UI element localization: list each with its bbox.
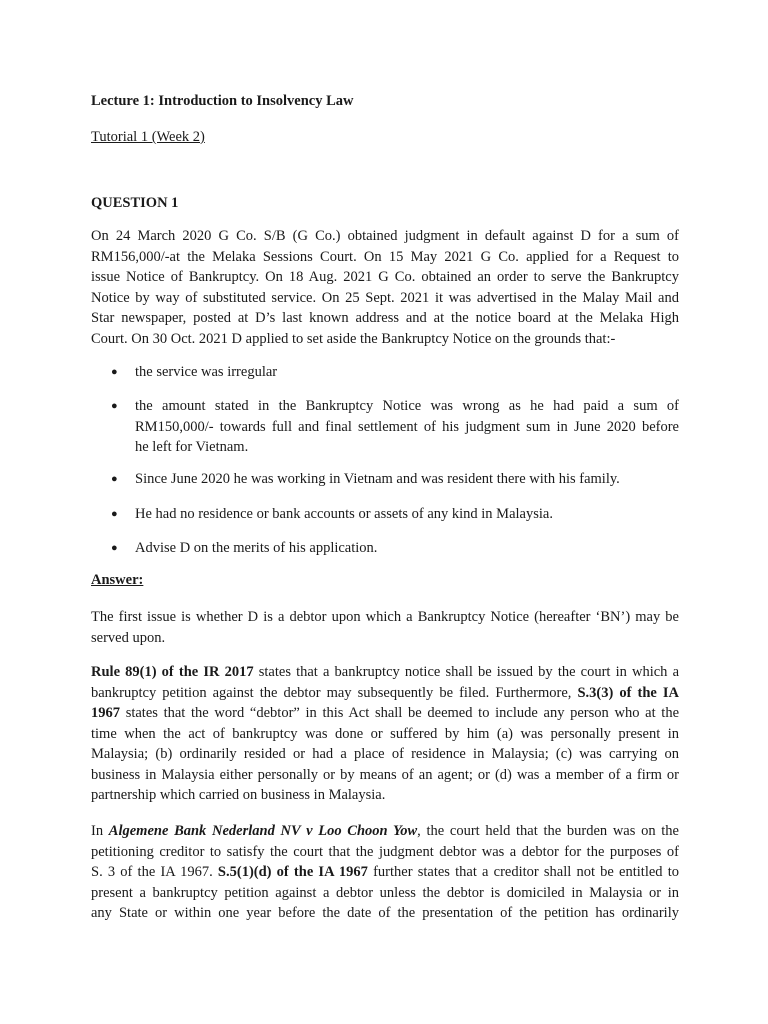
text-line: present a bankruptcy petition against a debtor unless the debtor is domiciled in Malaysia or in: [91, 884, 679, 901]
text-line: Since June 2020 he was working in Vietnam and was resident there with his family.: [135, 471, 620, 487]
text-run: , the court held that the burden was on the: [417, 823, 679, 839]
text-line: Star newspaper, posted at D’s last known address and at the notice board at the Melaka High: [91, 310, 679, 326]
statute-reference: Rule 89(1) of the IR 2017: [91, 664, 254, 680]
text-run: S. 3 of the IA 1967.: [91, 864, 218, 880]
bullet-icon: ●: [111, 473, 118, 485]
text-line: any State or within one year before the date of the presentation of the petition has ordinarily: [91, 905, 679, 921]
bullet-icon: ●: [111, 508, 118, 520]
text-line: petitioning creditor to satisfy the court that the judgment debtor was a debtor for the purposes of: [91, 843, 679, 860]
answer-paragraph-3: [91, 821, 679, 924]
text-line: Court. On 30 Oct. 2021 D applied to set aside the Bankruptcy Notice on the grounds that:-: [91, 330, 616, 347]
text-line: Notice by way of substituted service. On 25 Sept. 2021 it was advertised in the Malay Mail and: [91, 289, 679, 306]
text-run: states that the word “debtor” in this Act shall be deemed to include any person who at the: [120, 705, 679, 721]
text-line: On 24 March 2020 G Co. S/B (G Co.) obtained judgment in default against D for a sum of: [91, 228, 679, 244]
case-name: Algemene Bank Nederland NV v Loo Choon Yow: [108, 823, 418, 839]
text-run: bankruptcy petition against the debtor may subsequently be filed. Furthermore,: [91, 684, 578, 701]
text-run: further states that a creditor shall not be entitled to: [367, 864, 679, 880]
text-line: served upon.: [91, 629, 166, 646]
text-line: [91, 821, 679, 842]
text-line: Malaysia; (b) ordinarily resided or had a place of residence in Malaysia; (c) was carrying on: [91, 746, 679, 762]
answer-heading: Answer:: [91, 572, 144, 588]
text-line: Advise D on the merits of his application.: [135, 540, 378, 556]
text-line: he left for Vietnam.: [135, 439, 249, 455]
text-line: the service was irregular: [135, 364, 278, 380]
text-line: RM150,000/- towards full and final settlement of his judgment sum in June 2020 before: [135, 418, 679, 435]
text-line: time when the act of bankruptcy was done or suffered by him (a) was personally present in: [91, 725, 679, 742]
text-run: In: [91, 823, 109, 839]
tutorial-heading: Tutorial 1 (Week 2): [91, 129, 205, 145]
text-line: [91, 703, 679, 724]
text-run: states that a bankruptcy notice shall be issued by the court in which a: [253, 664, 680, 680]
question-paragraph: [91, 226, 679, 349]
bullet-icon: ●: [111, 366, 118, 378]
text-line: He had no residence or bank accounts or assets of any kind in Malaysia.: [135, 506, 553, 522]
answer-paragraph-1: [91, 607, 679, 648]
bullet-icon: ●: [111, 542, 118, 554]
text-line: partnership which carried on business in Malaysia.: [91, 787, 386, 803]
text-line: [91, 862, 679, 883]
text-line: [91, 683, 679, 704]
question-heading: QUESTION 1: [91, 195, 179, 211]
lecture-title: Lecture 1: Introduction to Insolvency Law: [91, 93, 354, 109]
statute-reference: 1967: [91, 705, 120, 721]
text-line: the amount stated in the Bankruptcy Notice was wrong as he had paid a sum of: [135, 398, 679, 414]
text-line: issue Notice of Bankruptcy. On 18 Aug. 2021 G Co. obtained an order to serve the Bankruptcy: [91, 269, 679, 285]
answer-paragraph-2: [91, 662, 679, 806]
bullet-icon: ●: [111, 400, 118, 412]
statute-reference: S.5(1)(d) of the IA 1967: [217, 864, 368, 880]
text-line: RM156,000/-at the Melaka Sessions Court. On 15 May 2021 G Co. applied for a Request to: [91, 248, 679, 265]
text-line: [91, 662, 679, 683]
text-line: The first issue is whether D is a debtor upon which a Bankruptcy Notice (hereafter ‘BN’) may be: [91, 609, 679, 625]
text-line: business in Malaysia either personally or by means of an agent; or (d) was a member of a firm or: [91, 766, 679, 783]
statute-reference: S.3(3) of the IA: [577, 684, 679, 701]
